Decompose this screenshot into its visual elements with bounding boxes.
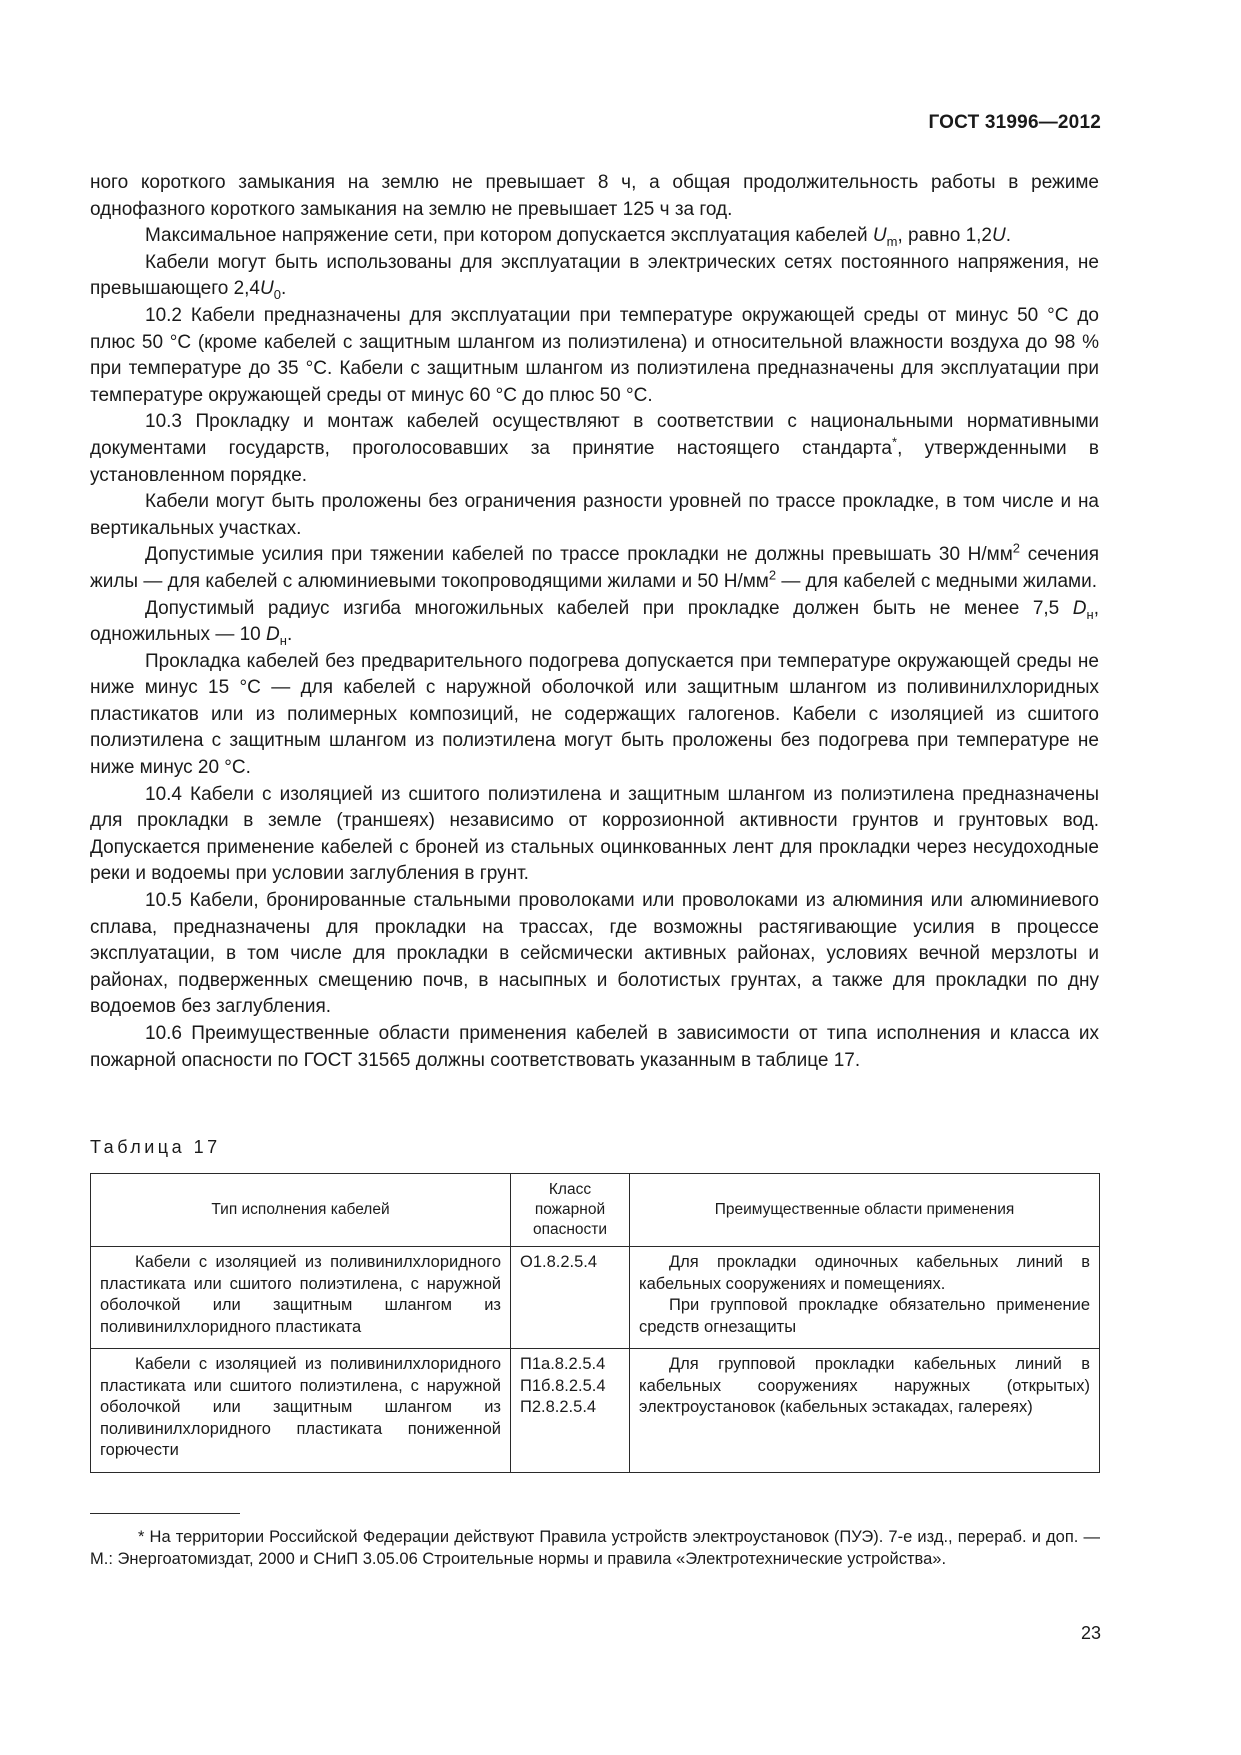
paragraph: Кабели могут быть использованы для эксплуатации в электрических сетях постоянного напряжения, не превышающего $2,4U_0$. [90,251,1099,303]
table-header-row [91,1174,1100,1247]
paragraph: 10.6 Преимущественные области применения кабелей в зависимости от типа исполнения и класса их пожарной опасности по ГОСТ 31565 должны соответствовать указанным в таблице 17. [90,1023,1099,1071]
table-17 [90,1173,1100,1473]
paragraph: Прокладка кабелей без предварительного подогрева допускается при температуре окружающей среды не ниже минус 15 °С — для кабелей с наружной оболочкой или защитным шлангом из поливинилхлоридных пластикатов или из полимерных композиций, не содержащих галогенов. Кабели с изоляцией из сшитого полиэтилена с защитным шлангом из полиэтилена могут быть проложены без подогрева при температуре не ниже минус 20 °С. [90,650,1099,779]
paragraph: 10.5 Кабели, бронированные стальными проволоками или проволоками из алюминия или алюминиевого сплава, предназначены для прокладки на трассах, где возможны растягивающие усилия в процессе эксплуатации, в том числе для прокладки в сейсмически активных районах, условиях вечной мерзлоты и районах, подверженных смещению почв, в насыпных и болотистых грунтах, а также для прокладки по дну водоемов без заглубления. [90,890,1099,1018]
footnote-divider [90,1513,240,1514]
document-code: ГОСТ 31996—2012 [928,112,1101,133]
cell-application: Для групповой прокладки кабельных линий в кабельных сооружениях наружных (открытых) электроустановок (кабельных эстакадах, галереях) [630,1349,1100,1473]
header-cell-class: Класс пожарной опасности [511,1174,630,1247]
table-row [91,1247,1100,1349]
cell-type: Кабели с изоляцией из поливинилхлоридного пластиката или сшитого полиэтилена, с наружной оболочкой или защитным шлангом из поливинилхлоридного пластиката [91,1247,511,1349]
page-number: 23 [1080,1623,1101,1643]
paragraph: 10.3 Прокладку и монтаж кабелей осуществляют в соответствии с национальными нормативными документами государств, проголосовавших за принятие настоящего стандарта*, утвержденными в установленном порядке. [90,411,1100,486]
paragraph: 10.4 Кабели с изоляцией из сшитого полиэтилена и защитным шлангом из полиэтилена предназначены для прокладки в земле (траншеях) независимо от коррозионной активности грунтов и грунтовых вод. Допускается применение кабелей с броней из стальных оцинкованных лент для прокладки через несудоходные реки и водоемы при условии заглубления в грунт. [90,783,1099,885]
body-text [90,170,1099,1074]
table-caption: Таблица 17 [90,1137,221,1157]
header-cell-application: Преимущественные области применения [630,1174,1100,1247]
cell-class: П1а.8.2.5.4 П1б.8.2.5.4 П2.8.2.5.4 [511,1349,630,1473]
cell-type: Кабели с изоляцией из поливинилхлоридного пластиката или сшитого полиэтилена, с наружной оболочкой или защитным шлангом из поливинилхлоридного пластиката пониженной горючести [91,1349,511,1473]
header-cell-type: Тип исполнения кабелей [91,1174,511,1247]
paragraph: ного короткого замыкания на землю не превышает 8 ч, а общая продолжительность работы в режиме однофазного короткого замыкания на землю не превышает 125 ч за год. [90,172,1099,220]
paragraph: 10.2 Кабели предназначены для эксплуатации при температуре окружающей среды от минус 50 °С до плюс 50 °С (кроме кабелей с защитным шлангом из полиэтилена) и относительной влажности воздуха до 98 % при температуре до 35 °С. Кабели с защитным шлангом из полиэтилена предназначены для эксплуатации при температуре окружающей среды от минус 60 °С до плюс 50 °С. [90,304,1099,406]
paragraph: Допустимый радиус изгиба многожильных кабелей при прокладке должен быть не менее 7,5 $D_н$, одножильных — 10 $D_н$. [90,597,1099,648]
paragraph: Допустимые усилия при тяжении кабелей по трассе прокладки не должны превышать 30 $Н/мм^2$ сечения жилы — для кабелей с алюминиевыми токопроводящими жилами и 50 $Н/мм^2$ — для кабелей с медными жилами. [90,540,1099,592]
footnote-marker: * [892,434,898,450]
cell-class: О1.8.2.5.4 [511,1247,630,1349]
paragraph: Максимальное напряжение сети, при котором допускается эксплуатация кабелей $U_m$, равно 1,2U. [145,225,1012,249]
cell-application: Для прокладки одиночных кабельных линий в кабельных сооружениях и помещениях. При групповой прокладке обязательно применение средств огнезащиты [630,1247,1100,1349]
table-row [91,1349,1100,1473]
footnote: * На территории Российской Федерации действуют Правила устройств электроустановок (ПУЭ). 7-е изд., перераб. и доп. — М.: Энергоатомиздат, 2000 и СНиП 3.05.06 Строительные нормы и правила «Электротехнические устройства». [90,1528,1100,1568]
paragraph: Кабели могут быть проложены без ограничения разности уровней по трассе прокладке, в том числе и на вертикальных участках. [90,491,1099,539]
